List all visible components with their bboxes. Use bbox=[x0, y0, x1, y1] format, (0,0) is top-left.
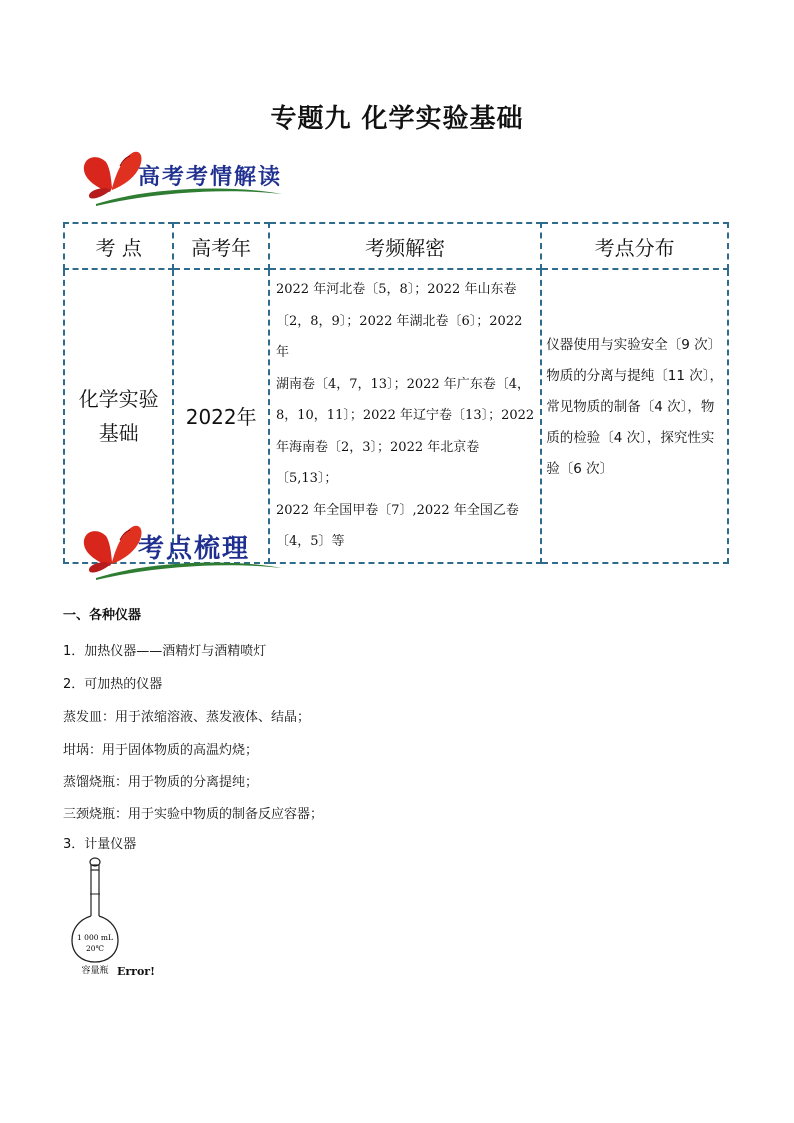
list-item: 1．加热仪器——酒精灯与酒精喷灯 bbox=[63, 644, 267, 659]
frequency-line: 2022 年河北卷〔5，8〕；2022 年山东卷 bbox=[275, 282, 517, 297]
table-header: 考频解密 bbox=[269, 223, 541, 269]
frequency-line: 2022 年全国甲卷〔7〕,2022 年全国乙卷 bbox=[275, 502, 519, 518]
distribution-line: 仪器使用与实验安全〔9 次〕 bbox=[546, 337, 722, 354]
flask-caption: 容量瓶 bbox=[81, 966, 109, 976]
distribution-line: 质的检验〔4 次〕，探究性实 bbox=[546, 430, 715, 447]
flask-temperature-label: 20℃ bbox=[86, 944, 104, 953]
table-header: 高考年 bbox=[173, 223, 269, 269]
frequency-line: 湖南卷〔4，7，13〕；2022 年广东卷〔4， bbox=[275, 376, 531, 392]
banner-title: 高考考情解读 bbox=[138, 164, 283, 190]
distribution-line: 物质的分离与提纯〔11 次〕， bbox=[546, 368, 724, 385]
section-heading: 一、各种仪器 bbox=[63, 608, 142, 623]
frequency-line: 年海南卷〔2，3〕；2022 年北京卷〔5,13〕； bbox=[275, 439, 480, 486]
table-header-row bbox=[64, 223, 728, 269]
text-line: 蒸发皿：用于浓缩溶液、蒸发液体、结晶； bbox=[63, 710, 311, 725]
error-reference: Error! bbox=[117, 965, 155, 978]
topic-cell: 化学实验基础 bbox=[64, 269, 173, 563]
frequency-line: 8，10，11〕；2022 年辽宁卷〔13〕；2022 bbox=[275, 408, 535, 423]
table-row bbox=[64, 269, 728, 563]
distribution-cell bbox=[541, 269, 728, 563]
text-line: 蒸馏烧瓶：用于物质的分离提纯； bbox=[63, 775, 259, 790]
flask-volume-label: 1 000 mL bbox=[77, 933, 113, 942]
exam-info-table bbox=[63, 222, 729, 564]
frequency-line: 〔4，5〕等 bbox=[275, 534, 345, 549]
frequency-cell bbox=[269, 269, 541, 563]
text-line: 坩埚：用于固体物质的高温灼烧； bbox=[63, 743, 259, 758]
distribution-line: 常见物质的制备〔4 次〕，物 bbox=[546, 399, 715, 416]
banner-title: 考点梳理 bbox=[138, 534, 251, 564]
table-header: 考 点 bbox=[64, 223, 173, 269]
page-title: 专题九 化学实验基础 bbox=[270, 104, 524, 134]
section-banner-exam-analysis bbox=[76, 148, 286, 210]
table-header: 考点分布 bbox=[541, 223, 728, 269]
text-line: 三颈烧瓶：用于实验中物质的制备反应容器； bbox=[63, 807, 324, 822]
volumetric-flask-figure bbox=[70, 856, 122, 978]
frequency-line: 〔2，8，9〕；2022 年湖北卷〔6〕；2022 年 bbox=[275, 313, 523, 360]
list-item: 3．计量仪器 bbox=[63, 837, 137, 852]
volumetric-flask-icon bbox=[70, 856, 122, 978]
year-cell: 2022年 bbox=[173, 269, 269, 563]
list-item: 2．可加热的仪器 bbox=[63, 677, 163, 692]
distribution-line: 验〔6 次〕 bbox=[546, 461, 614, 478]
section-banner-key-points bbox=[76, 522, 286, 584]
